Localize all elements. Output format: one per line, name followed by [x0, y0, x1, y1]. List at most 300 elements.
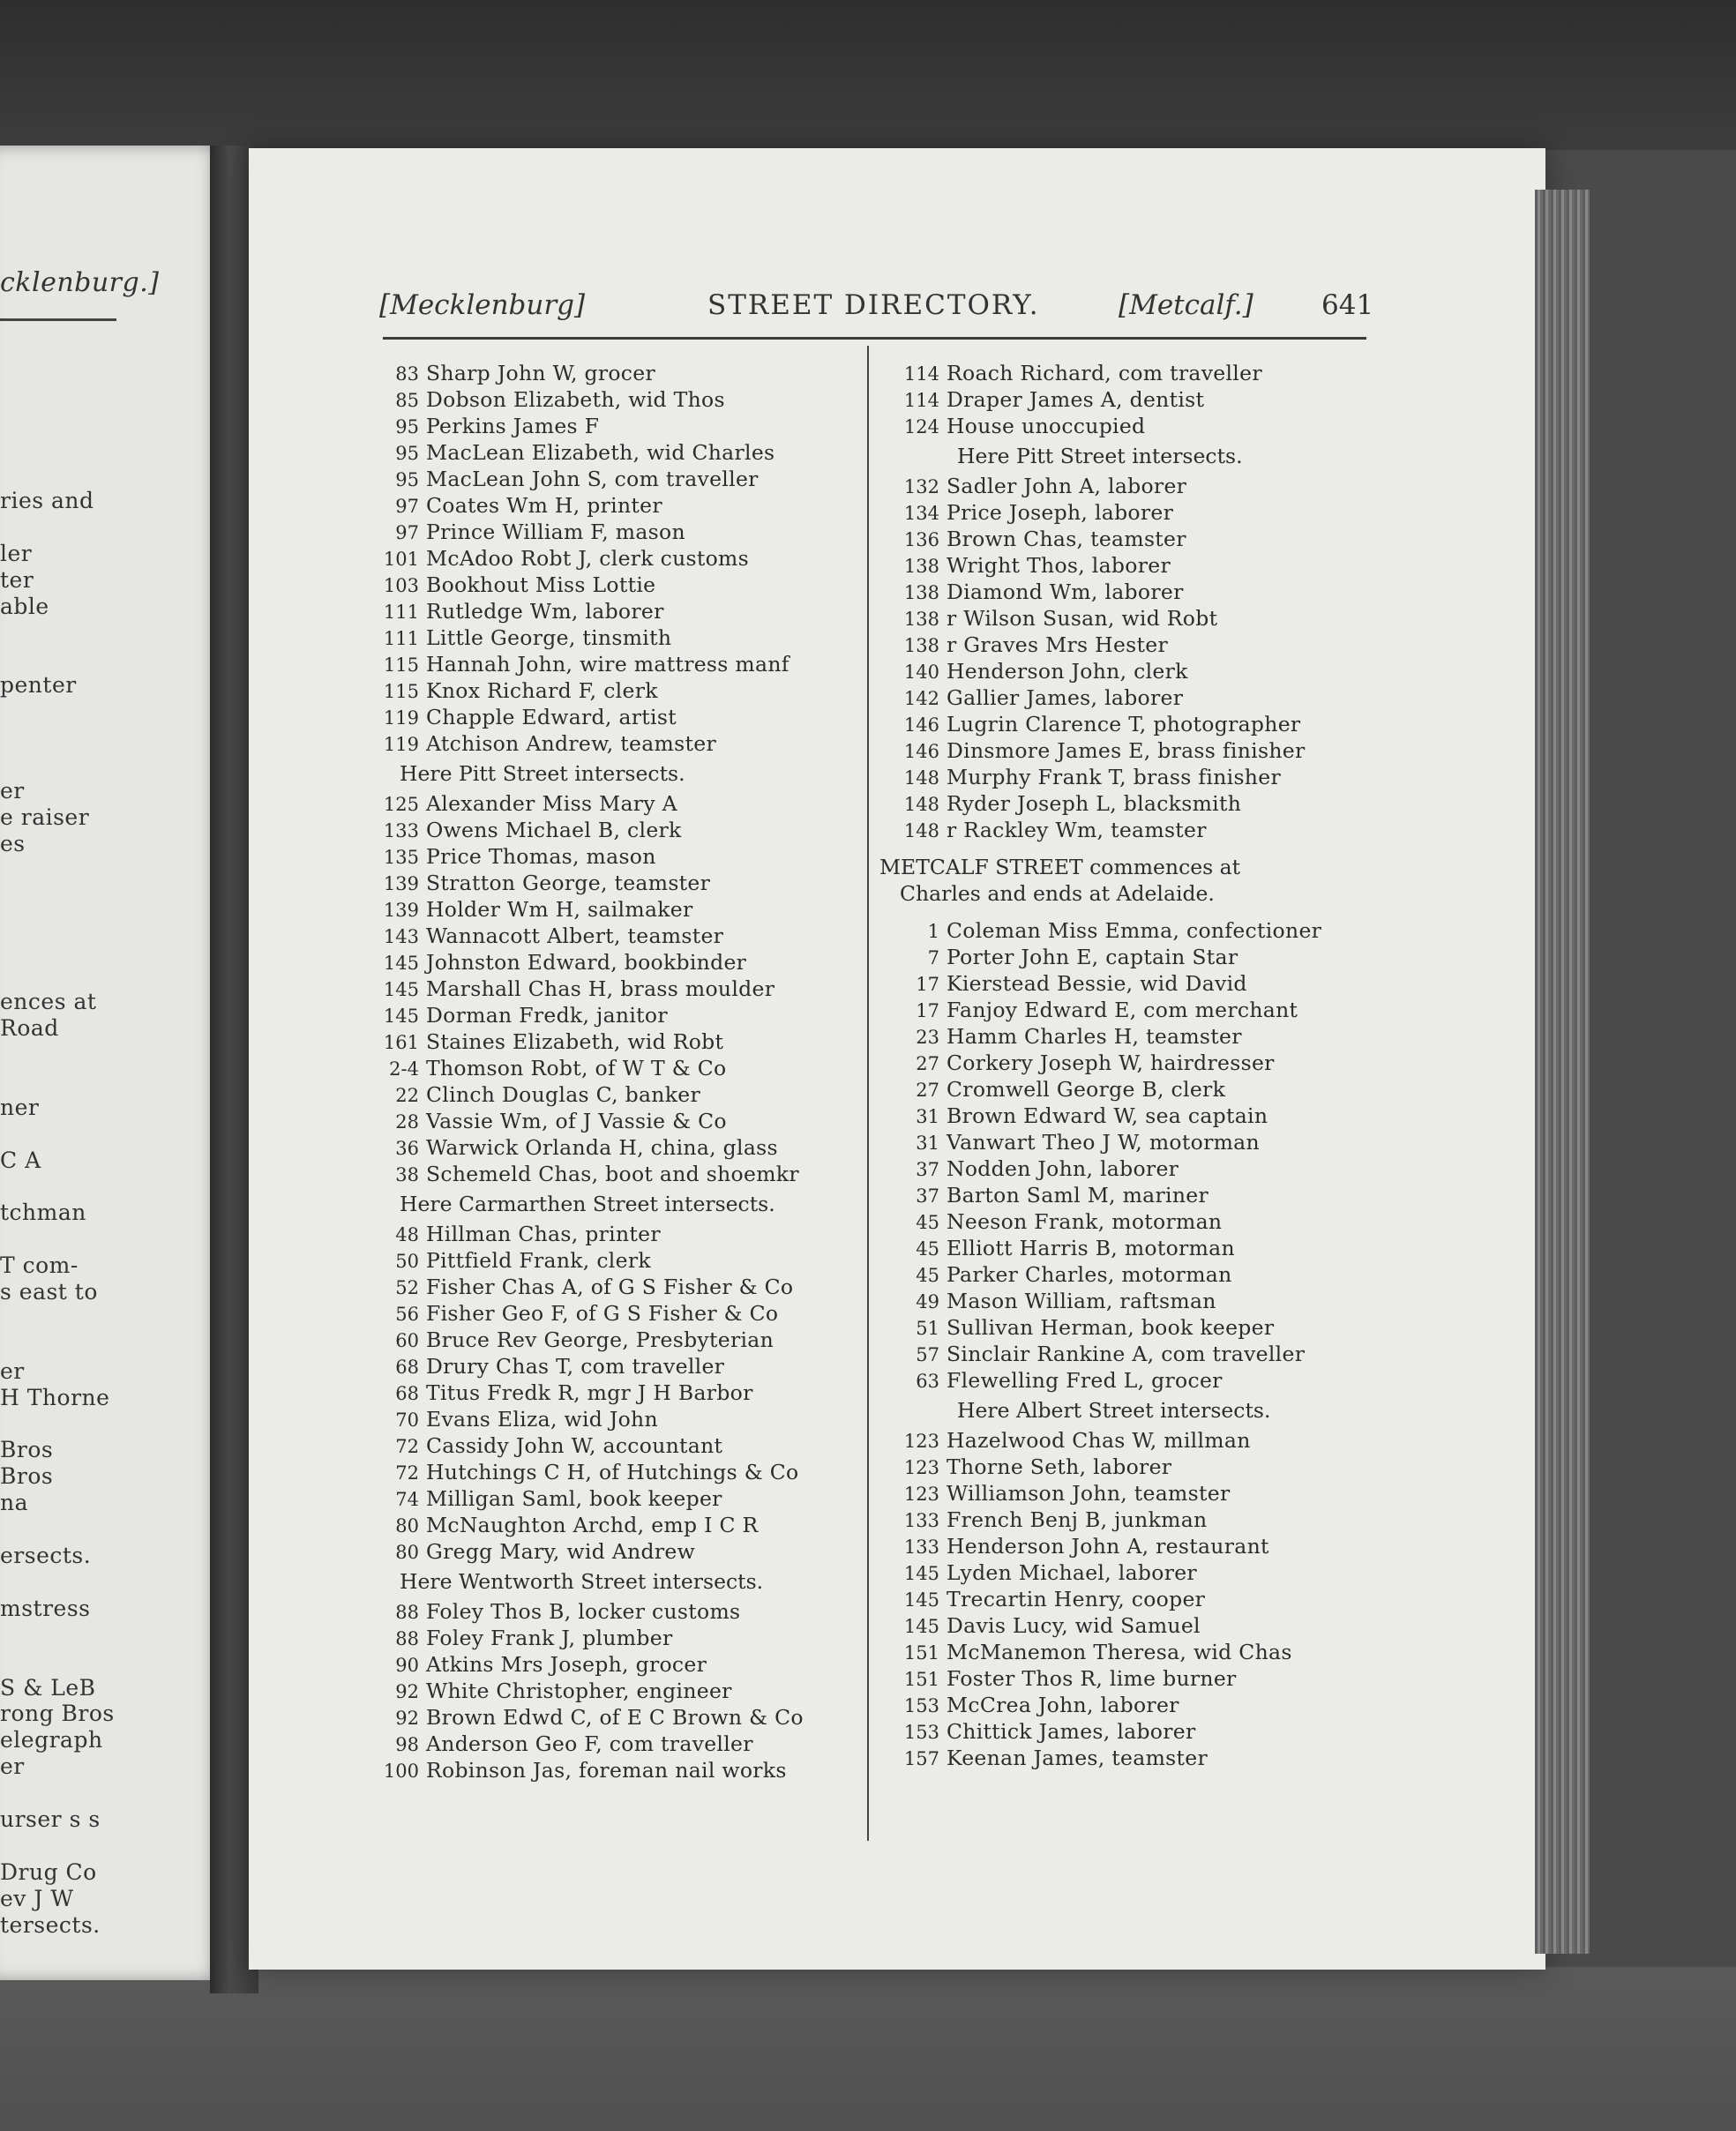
background-bottom: [0, 1967, 1736, 2131]
house-number: 145: [903, 1616, 939, 1637]
directory-entry: [869, 1314, 1345, 1341]
left-page-fragment: penter: [0, 672, 77, 699]
house-number: 148: [903, 820, 939, 841]
resident-entry: Foley Frank J, plumber: [426, 1626, 673, 1650]
left-page-fragment: e raiser: [0, 804, 90, 830]
directory-entry: [348, 896, 864, 923]
directory-entry: [348, 817, 864, 843]
resident-entry: White Christopher, engineer: [426, 1679, 732, 1703]
resident-entry: Chapple Edward, artist: [426, 705, 677, 729]
house-number: 88: [395, 1602, 419, 1623]
house-number: 145: [383, 953, 419, 974]
left-page-fragment: ersects.: [0, 1543, 92, 1568]
directory-entry: [348, 1538, 864, 1565]
house-number: 74: [395, 1489, 419, 1510]
resident-entry: Foster Thos R, lime burner: [947, 1666, 1237, 1691]
directory-entry: [348, 1327, 864, 1353]
house-number: 119: [383, 707, 419, 729]
house-number: 68: [395, 1383, 419, 1404]
house-number: 27: [916, 1080, 939, 1101]
resident-entry: Brown Edwd C, of E C Brown & Co: [426, 1705, 804, 1730]
directory-entry: [348, 519, 864, 545]
resident-entry: Sullivan Herman, book keeper: [947, 1315, 1275, 1340]
house-number: 123: [903, 1431, 939, 1452]
resident-entry: Marshall Chas H, brass moulder: [426, 976, 775, 1001]
resident-entry: House unoccupied: [947, 414, 1146, 438]
directory-entry: [869, 997, 1345, 1023]
resident-entry: Roach Richard, com traveller: [947, 361, 1262, 385]
house-number: 85: [395, 390, 419, 411]
directory-entry: [348, 1512, 864, 1538]
directory-entry: [869, 737, 1345, 764]
house-number: 114: [903, 363, 939, 385]
directory-entry: [348, 651, 864, 677]
house-number: 50: [395, 1251, 419, 1272]
cross-street-heading: Here Pitt Street intersects.: [957, 444, 1243, 468]
directory-entry: [869, 711, 1345, 737]
left-page-fragment: tersects.: [0, 1911, 101, 1938]
house-number: 157: [903, 1748, 939, 1769]
street-description: METCALF STREET commences at: [879, 855, 1241, 879]
house-number: 57: [916, 1344, 939, 1365]
resident-entry: Dobson Elizabeth, wid Thos: [426, 387, 725, 412]
resident-entry: Draper James A, dentist: [947, 387, 1205, 412]
resident-entry: Thomson Robt, of W T & Co: [426, 1056, 727, 1080]
resident-entry: Hannah John, wire mattress manf: [426, 652, 789, 677]
resident-entry: Vassie Wm, of J Vassie & Co: [426, 1109, 727, 1133]
house-number: 95: [395, 469, 419, 490]
resident-entry: Titus Fredk R, mgr J H Barbor: [426, 1380, 753, 1405]
directory-entry: [869, 1745, 1345, 1771]
house-number: 28: [395, 1111, 419, 1133]
house-number: 138: [903, 556, 939, 577]
house-number: 133: [903, 1510, 939, 1531]
left-page-fragment: ences at: [0, 989, 97, 1015]
house-number: 123: [903, 1457, 939, 1478]
directory-entry: [869, 1559, 1345, 1586]
directory-entry: [348, 870, 864, 896]
resident-entry: Fanjoy Edward E, com merchant: [947, 998, 1298, 1022]
resident-entry: Porter John E, captain Star: [947, 945, 1238, 969]
resident-entry: Sharp John W, grocer: [426, 361, 656, 385]
house-number: 56: [395, 1304, 419, 1325]
resident-entry: Lugrin Clarence T, photographer: [947, 712, 1301, 737]
resident-entry: Perkins James F: [426, 414, 600, 438]
directory-entry: [869, 1023, 1345, 1050]
house-number: 63: [916, 1371, 939, 1392]
directory-entry: [348, 1081, 864, 1108]
left-page-fragment: Bros: [0, 1437, 54, 1463]
cross-street-heading: Here Carmarthen Street intersects.: [400, 1192, 775, 1216]
house-number: 119: [383, 734, 419, 755]
directory-entry: [348, 1598, 864, 1625]
directory-entry: [869, 1454, 1345, 1480]
resident-entry: Coleman Miss Emma, confectioner: [947, 918, 1322, 943]
directory-entry: [348, 1625, 864, 1651]
resident-entry: Sinclair Rankine A, com traveller: [947, 1342, 1306, 1366]
house-number: 90: [395, 1655, 419, 1676]
left-page-fragment: es: [0, 830, 26, 856]
resident-entry: Ryder Joseph L, blacksmith: [947, 791, 1242, 816]
house-number: 148: [903, 767, 939, 789]
house-number: 92: [395, 1708, 419, 1729]
house-number: 37: [916, 1185, 939, 1207]
resident-entry: Alexander Miss Mary A: [426, 791, 677, 816]
section-spacer: [869, 907, 1345, 917]
resident-entry: Rutledge Wm, laborer: [426, 599, 664, 624]
resident-entry: Mason William, raftsman: [947, 1289, 1216, 1313]
house-number: 17: [916, 974, 939, 995]
resident-entry: Anderson Geo F, com traveller: [426, 1731, 753, 1756]
directory-entry: [869, 1480, 1345, 1507]
resident-entry: French Benj B, junkman: [947, 1507, 1208, 1532]
resident-entry: Holder Wm H, sailmaker: [426, 897, 693, 922]
header-title: STREET DIRECTORY.: [707, 289, 1040, 321]
directory-column-right: [869, 360, 1345, 1771]
directory-entry: [348, 949, 864, 976]
resident-entry: Williamson John, teamster: [947, 1481, 1231, 1506]
directory-entry: [869, 1718, 1345, 1745]
directory-entry: [348, 843, 864, 870]
house-number: 49: [916, 1291, 939, 1312]
left-page-fragment: C A: [0, 1147, 41, 1173]
house-number: 138: [903, 609, 939, 630]
house-number: 143: [383, 926, 419, 947]
resident-entry: Henderson John, clerk: [947, 659, 1188, 684]
section-spacer: [869, 843, 1345, 854]
directory-entry: [348, 386, 864, 413]
resident-entry: Robinson Jas, foreman nail works: [426, 1758, 787, 1783]
header-rule: [383, 337, 1366, 340]
left-page-fragment: Drug Co: [0, 1858, 97, 1885]
house-number: 95: [395, 416, 419, 437]
resident-entry: Johnston Edward, bookbinder: [426, 950, 747, 975]
directory-entry: [869, 499, 1345, 526]
resident-entry: Vanwart Theo J W, motorman: [947, 1130, 1260, 1155]
street-description-continued: Charles and ends at Adelaide.: [900, 881, 1215, 906]
directory-entry: [348, 1704, 864, 1731]
resident-entry: Brown Chas, teamster: [947, 527, 1186, 551]
directory-entry: [869, 1427, 1345, 1454]
resident-entry: Coates Wm H, printer: [426, 493, 662, 518]
house-number: 1: [927, 921, 939, 942]
resident-entry: Little George, tinsmith: [426, 625, 672, 650]
house-number: 97: [395, 522, 419, 543]
resident-entry: Evans Eliza, wid John: [426, 1407, 658, 1432]
directory-entry: [869, 526, 1345, 552]
resident-entry: r Wilson Susan, wid Robt: [947, 606, 1218, 631]
house-number: 133: [383, 820, 419, 841]
house-number: 36: [395, 1138, 419, 1159]
resident-entry: Dinsmore James E, brass finisher: [947, 738, 1306, 763]
resident-entry: Kierstead Bessie, wid David: [947, 971, 1247, 996]
directory-entry: [348, 1651, 864, 1678]
left-page-fragment: er: [0, 1753, 25, 1780]
house-number: 132: [903, 476, 939, 497]
resident-entry: Hillman Chas, printer: [426, 1222, 661, 1246]
house-number: 133: [903, 1537, 939, 1558]
resident-entry: Nodden John, laborer: [947, 1156, 1179, 1181]
house-number: 136: [903, 529, 939, 550]
resident-entry: Pittfield Frank, clerk: [426, 1248, 651, 1273]
house-number: 92: [395, 1681, 419, 1702]
directory-entry: [869, 684, 1345, 711]
house-number: 111: [383, 602, 419, 623]
resident-entry: r Graves Mrs Hester: [947, 632, 1169, 657]
house-number: 98: [395, 1734, 419, 1755]
resident-entry: Hazelwood Chas W, millman: [947, 1428, 1251, 1453]
resident-entry: Cassidy John W, accountant: [426, 1433, 723, 1458]
house-number: 153: [903, 1722, 939, 1743]
left-page-fragment: ner: [0, 1094, 40, 1120]
house-number: 111: [383, 628, 419, 649]
directory-entry: [869, 1103, 1345, 1129]
resident-entry: Trecartin Henry, cooper: [947, 1587, 1206, 1611]
house-number: 95: [395, 443, 419, 464]
house-number: 72: [395, 1462, 419, 1484]
resident-entry: Schemeld Chas, boot and shoemkr: [426, 1162, 799, 1186]
house-number: 22: [395, 1085, 419, 1106]
left-page-fragment: rong Bros: [0, 1701, 115, 1727]
directory-entry: [348, 677, 864, 704]
page-number: 641: [1321, 289, 1374, 321]
house-number: 145: [903, 1563, 939, 1584]
resident-entry: Price Joseph, laborer: [947, 500, 1174, 525]
directory-entry: [348, 545, 864, 572]
left-page-fragment: T com-: [0, 1252, 79, 1279]
house-number: 123: [903, 1484, 939, 1505]
directory-entry: [348, 492, 864, 519]
cross-street-heading: Here Pitt Street intersects.: [400, 761, 685, 786]
house-number: 23: [916, 1027, 939, 1048]
house-number: 161: [383, 1032, 419, 1053]
resident-entry: Warwick Orlanda H, china, glass: [426, 1135, 778, 1160]
house-number: 142: [903, 688, 939, 709]
left-page-fragment: s east to: [0, 1279, 98, 1305]
directory-entry: [348, 923, 864, 949]
directory-entry: [869, 944, 1345, 970]
directory-entry: [348, 598, 864, 624]
directory-entry: [348, 1731, 864, 1757]
directory-entry: [869, 1208, 1345, 1235]
directory-entry: [348, 1406, 864, 1432]
house-number: 17: [916, 1000, 939, 1021]
house-number: 134: [903, 503, 939, 524]
resident-entry: Chittick James, laborer: [947, 1719, 1196, 1744]
directory-entry: [869, 552, 1345, 579]
resident-entry: Atkins Mrs Joseph, grocer: [426, 1652, 707, 1677]
resident-entry: Milligan Saml, book keeper: [426, 1486, 722, 1511]
directory-entry: [348, 1221, 864, 1247]
house-number: 80: [395, 1515, 419, 1537]
house-number: 51: [916, 1318, 939, 1339]
house-number: 31: [916, 1106, 939, 1127]
directory-entry: [348, 360, 864, 386]
house-number: 45: [916, 1238, 939, 1260]
house-number: 2-4: [389, 1058, 419, 1080]
directory-entry: [348, 790, 864, 817]
directory-entry: [869, 360, 1345, 386]
resident-entry: Atchison Andrew, teamster: [426, 731, 716, 756]
resident-entry: McCrea John, laborer: [947, 1693, 1179, 1717]
resident-entry: MacLean John S, com traveller: [426, 467, 759, 491]
directory-entry: [348, 1028, 864, 1055]
directory-entry: [869, 970, 1345, 997]
left-page-fragment: elegraph: [0, 1727, 103, 1753]
resident-entry: Bookhout Miss Lottie: [426, 572, 656, 597]
house-number: 125: [383, 794, 419, 815]
resident-entry: Corkery Joseph W, hairdresser: [947, 1051, 1275, 1075]
directory-entry: [869, 790, 1345, 817]
resident-entry: Staines Elizabeth, wid Robt: [426, 1029, 724, 1054]
left-page-fragment: ter: [0, 566, 34, 593]
header-left-street: [Mecklenburg]: [379, 289, 586, 321]
house-number: 83: [395, 363, 419, 385]
resident-entry: Fisher Chas A, of G S Fisher & Co: [426, 1275, 794, 1299]
resident-entry: Barton Saml M, mariner: [947, 1183, 1209, 1208]
house-number: 97: [395, 496, 419, 517]
resident-entry: Parker Charles, motorman: [947, 1262, 1232, 1287]
house-number: 124: [903, 416, 939, 437]
left-page-fragment: Bros: [0, 1463, 54, 1490]
directory-entry: [348, 1300, 864, 1327]
directory-entry: [869, 1665, 1345, 1692]
directory-entry: [348, 976, 864, 1002]
left-page-fragment: mstress: [0, 1595, 91, 1621]
directory-entry: [348, 624, 864, 651]
directory-entry: [348, 1055, 864, 1081]
resident-entry: Wannacott Albert, teamster: [426, 923, 724, 948]
cross-street-heading: Here Wentworth Street intersects.: [400, 1569, 764, 1594]
resident-entry: r Rackley Wm, teamster: [947, 818, 1207, 842]
directory-entry: [869, 1507, 1345, 1533]
resident-entry: Cromwell George B, clerk: [947, 1077, 1226, 1102]
house-number: 68: [395, 1357, 419, 1378]
directory-entry: [869, 605, 1345, 632]
resident-entry: Hutchings C H, of Hutchings & Co: [426, 1460, 799, 1484]
left-page-fragment: Road: [0, 1015, 59, 1041]
resident-entry: MacLean Elizabeth, wid Charles: [426, 440, 775, 465]
house-number: 151: [903, 1669, 939, 1690]
directory-entry: [869, 386, 1345, 413]
house-number: 103: [383, 575, 419, 596]
house-number: 80: [395, 1542, 419, 1563]
house-number: 145: [903, 1589, 939, 1611]
house-number: 88: [395, 1628, 419, 1649]
directory-entry: [869, 1261, 1345, 1288]
page-header: [379, 289, 1376, 333]
directory-entry: [348, 1247, 864, 1274]
directory-entry: [869, 1050, 1345, 1076]
left-page-rule: [0, 318, 116, 321]
house-number: 27: [916, 1053, 939, 1074]
directory-entry: [869, 1533, 1345, 1559]
resident-entry: Drury Chas T, com traveller: [426, 1354, 725, 1379]
house-number: 7: [927, 947, 939, 968]
house-number: 145: [383, 1006, 419, 1027]
directory-entry: [869, 658, 1345, 684]
left-page-fragment: er: [0, 777, 25, 804]
resident-entry: Thorne Seth, laborer: [947, 1454, 1172, 1479]
directory-entry: [348, 1485, 864, 1512]
directory-entry: [348, 1002, 864, 1028]
house-number: 139: [383, 900, 419, 921]
directory-entry: [869, 764, 1345, 790]
house-number: 70: [395, 1409, 419, 1431]
left-page-header: cklenburg.]: [0, 267, 160, 298]
directory-entry: [869, 1692, 1345, 1718]
resident-entry: Foley Thos B, locker customs: [426, 1599, 741, 1624]
house-number: 139: [383, 873, 419, 894]
resident-entry: Gallier James, laborer: [947, 685, 1184, 710]
directory-entry: [348, 439, 864, 466]
resident-entry: Flewelling Fred L, grocer: [947, 1368, 1223, 1393]
house-number: 115: [383, 681, 419, 702]
resident-entry: Fisher Geo F, of G S Fisher & Co: [426, 1301, 779, 1326]
resident-entry: Bruce Rev George, Presbyterian: [426, 1327, 774, 1352]
left-page-fragment: S & LeB: [0, 1674, 96, 1701]
left-page-fragment: ries and: [0, 488, 94, 513]
directory-entry: [869, 817, 1345, 843]
directory-entry: [869, 1182, 1345, 1208]
left-page-fragment: tchman: [0, 1200, 86, 1226]
directory-entry: [348, 1134, 864, 1161]
left-page-fragment: urser s s: [0, 1806, 101, 1832]
directory-column-left: [348, 360, 864, 1783]
directory-entry: [869, 473, 1345, 499]
house-number: 72: [395, 1436, 419, 1457]
directory-entry: [869, 1129, 1345, 1155]
resident-entry: Wright Thos, laborer: [947, 553, 1171, 578]
directory-entry: [869, 1367, 1345, 1394]
resident-entry: Sadler John A, laborer: [947, 474, 1187, 498]
page-edges: [1535, 190, 1590, 1954]
resident-entry: Price Thomas, mason: [426, 844, 656, 869]
resident-entry: Owens Michael B, clerk: [426, 818, 682, 842]
directory-entry: [869, 413, 1345, 439]
directory-entry: [348, 466, 864, 492]
directory-entry: [348, 730, 864, 757]
resident-entry: Clinch Douglas C, banker: [426, 1082, 700, 1107]
resident-entry: Neeson Frank, motorman: [947, 1209, 1223, 1234]
directory-entry: [348, 413, 864, 439]
resident-entry: McAdoo Robt J, clerk customs: [426, 546, 750, 571]
house-number: 138: [903, 635, 939, 656]
house-number: 146: [903, 741, 939, 762]
resident-entry: Keenan James, teamster: [947, 1746, 1208, 1770]
directory-entry: [869, 1076, 1345, 1103]
directory-entry: [869, 1235, 1345, 1261]
directory-entry: [869, 1639, 1345, 1665]
directory-entry: [869, 1586, 1345, 1612]
house-number: 153: [903, 1695, 939, 1716]
house-number: 135: [383, 847, 419, 868]
house-number: 140: [903, 662, 939, 683]
house-number: 37: [916, 1159, 939, 1180]
resident-entry: Elliott Harris B, motorman: [947, 1236, 1235, 1260]
house-number: 151: [903, 1642, 939, 1664]
resident-entry: Knox Richard F, clerk: [426, 678, 658, 703]
directory-entry: [869, 917, 1345, 944]
resident-entry: Brown Edward W, sea captain: [947, 1103, 1268, 1128]
directory-entry: [348, 1459, 864, 1485]
directory-entry: [348, 1108, 864, 1134]
resident-entry: McNaughton Archd, emp I C R: [426, 1513, 759, 1537]
house-number: 100: [383, 1761, 419, 1782]
directory-entry: [869, 1155, 1345, 1182]
resident-entry: Lyden Michael, laborer: [947, 1560, 1197, 1585]
house-number: 101: [383, 549, 419, 570]
